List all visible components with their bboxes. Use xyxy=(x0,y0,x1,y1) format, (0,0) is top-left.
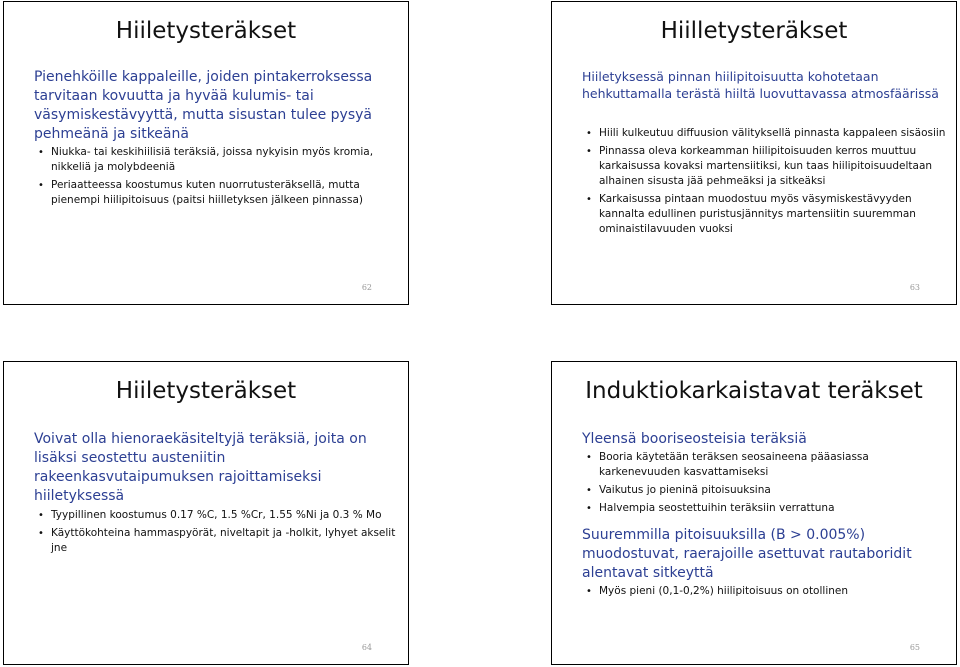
page-number: 62 xyxy=(361,283,372,292)
slide-63 xyxy=(551,1,957,305)
bullet-item: • Myös pieni (0,1-0,2%) hiilipitoisuus on otollinen xyxy=(586,585,849,597)
slide-65 xyxy=(551,361,957,665)
bullet-item: • Booria käytetään teräksen seosaineena pääasiassa karkenevuuden kasvattamiseksi xyxy=(586,451,869,478)
bullet-icon: • xyxy=(586,452,592,463)
slide-lead-text: Yleensä booriseosteisia teräksiä xyxy=(582,431,807,447)
bullet-icon: • xyxy=(38,147,44,158)
slide-62 xyxy=(3,1,409,305)
slide-lead-text-2: Suuremmilla pitoisuuksilla (B > 0.005%) muodostuvat, raerajoille asettuvat rautaboridit alentavat sitkeyttä xyxy=(582,527,912,581)
bullet-item: • Hiili kulkeutuu diffuusion välityksellä pinnasta kappaleen sisäosiin xyxy=(586,127,946,139)
bullet-icon: • xyxy=(586,128,592,139)
bullet-icon: • xyxy=(586,194,592,205)
page-number: 64 xyxy=(361,643,372,652)
slide-title: Hiiletysteräkset xyxy=(115,378,297,404)
page-number: 65 xyxy=(909,643,920,652)
page-number: 63 xyxy=(909,283,920,292)
bullet-icon: • xyxy=(586,586,592,597)
bullet-item: • Karkaisussa pintaan muodostuu myös väsymiskestävyyden kannalta edullinen puristusjännitys martensiitin suuremman ominaistilavuuden vuoksi xyxy=(586,193,916,235)
slide-lead-text: Hiiletyksessä pinnan hiilipitoisuutta kohotetaan hehkuttamalla terästä hiiltä luovuttavassa atmosfäärissä xyxy=(582,69,939,101)
bullet-icon: • xyxy=(586,503,592,514)
slide-64 xyxy=(3,361,409,665)
slide-title: Hiiletysteräkset xyxy=(115,18,297,44)
bullet-item: • Halvempia seostettuihin teräksiin verrattuna xyxy=(586,502,835,514)
bullet-item: • Periaatteessa koostumus kuten nuorrutusteräksellä, mutta pienempi hiilipitoisuus (paitsi hiilletyksen jälkeen pinnassa) xyxy=(38,179,364,206)
bullet-list xyxy=(38,508,398,559)
bullet-icon: • xyxy=(38,180,44,191)
bullet-icon: • xyxy=(38,528,44,539)
bullet-icon: • xyxy=(38,510,44,521)
slide-lead-text: Pienehköille kappaleille, joiden pintakerroksessa tarvitaan kovuutta ja hyvää kulumis- tai väsymiskestävyyttä, mutta sisustan tulee pysyä pehmeänä ja sitkeänä xyxy=(34,69,373,142)
bullet-list xyxy=(586,126,946,240)
bullet-item: • Tyypillinen koostumus 0.17 %C, 1.5 %Cr, 1.55 %Ni ja 0.3 % Mo xyxy=(38,509,382,521)
bullet-item: • Pinnassa oleva korkeamman hiilipitoisuuden kerros muuttuu karkaisussa kovaksi martensiitiksi, kun taas hiilipitoisuudeltaan alhainen sisusta jää pehmeäksi ja sitkeäksi xyxy=(586,145,933,187)
bullet-item: • Käyttökohteina hammaspyörät, niveltapit ja -holkit, lyhyet akselit jne xyxy=(38,527,396,554)
bullet-item: • Vaikutus jo pieninä pitoisuuksina xyxy=(586,484,771,496)
bullet-list xyxy=(38,145,398,211)
slide-title: Hiilletysteräkset xyxy=(660,18,848,44)
slide-title: Induktiokarkaistavat teräkset xyxy=(585,378,923,404)
bullet-icon: • xyxy=(586,485,592,496)
bullet-icon: • xyxy=(586,146,592,157)
bullet-list xyxy=(586,450,946,519)
bullet-item: • Niukka- tai keskihiilisiä teräksiä, joissa nykyisin myös kromia, nikkeliä ja molybdeeniä xyxy=(38,146,374,173)
bullet-list-2 xyxy=(586,584,946,602)
slide-lead-text: Voivat olla hienoraekäsiteltyjä teräksiä, joita on lisäksi seostettu austeniitin rakeenkasvutaipumuksen rajoittamiseksi hiiletyksessä xyxy=(34,431,367,504)
